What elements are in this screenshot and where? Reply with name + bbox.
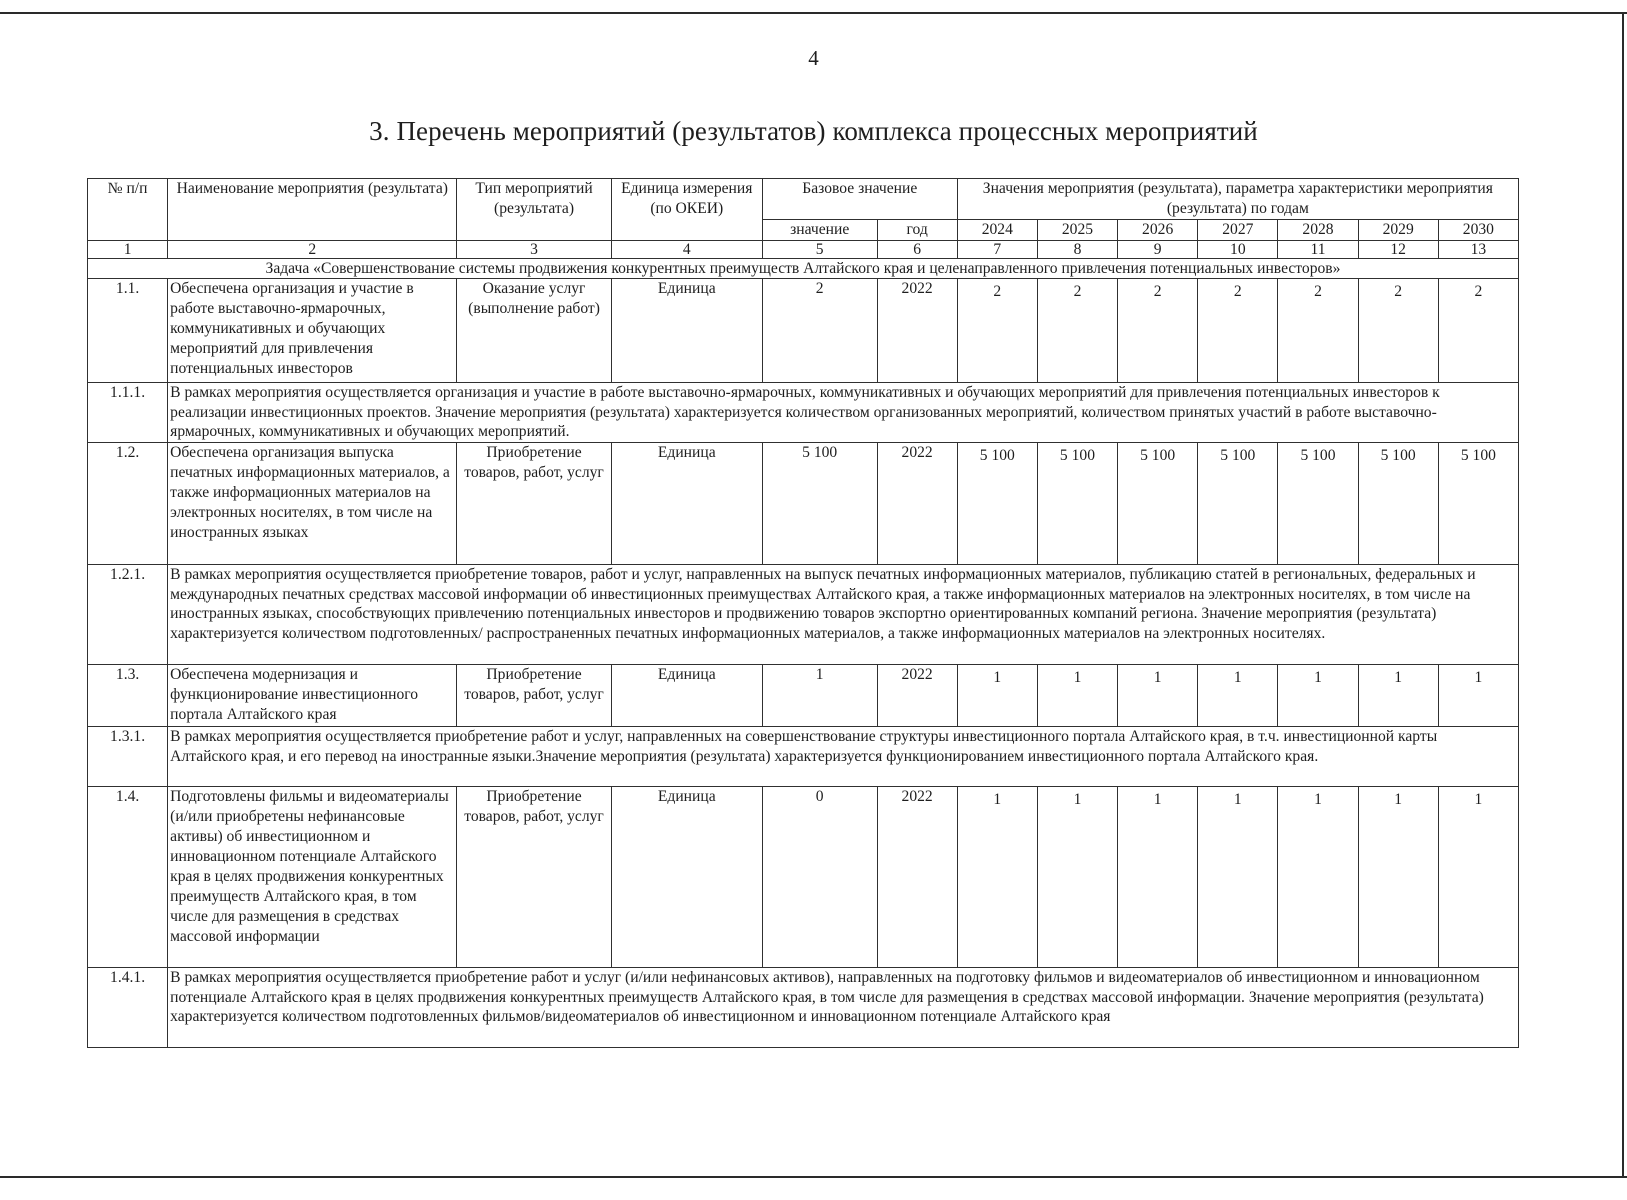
header-year: 2024 (957, 220, 1037, 241)
column-number: 10 (1198, 241, 1278, 259)
task-row (88, 259, 1519, 279)
column-number: 13 (1438, 241, 1518, 259)
header-year: 2030 (1438, 220, 1518, 241)
column-numbers-row (88, 241, 1519, 259)
header-base-value: значение (762, 220, 877, 241)
description-row (88, 383, 1519, 443)
row-value: 5 100 (1037, 443, 1117, 565)
row-base-year: 2022 (877, 665, 957, 727)
page-top-edge (0, 12, 1627, 14)
row-number: 1.1. (88, 279, 168, 383)
row-value: 2 (1198, 279, 1278, 383)
row-value: 2 (957, 279, 1037, 383)
row-unit: Единица (611, 665, 762, 727)
row-base-value: 2 (762, 279, 877, 383)
row-number: 1.3. (88, 665, 168, 727)
row-value: 5 100 (1278, 443, 1358, 565)
row-unit: Единица (611, 279, 762, 383)
row-type: Приобретение товаров, работ, услуг (457, 787, 611, 968)
row-value: 2 (1278, 279, 1358, 383)
row-unit: Единица (611, 443, 762, 565)
row-value: 1 (1198, 787, 1278, 968)
row-value: 2 (1438, 279, 1518, 383)
description-number: 1.4.1. (88, 968, 168, 1048)
row-value: 1 (1438, 665, 1518, 727)
column-number: 8 (1037, 241, 1117, 259)
section-title: 3. Перечень мероприятий (результатов) комплекса процессных мероприятий (369, 116, 1258, 146)
row-base-value: 5 100 (762, 443, 877, 565)
row-base-value: 0 (762, 787, 877, 968)
row-name: Подготовлены фильмы и видеоматериалы (и/или приобретены нефинансовые активы) об инвестиционном и инновационном потенциале Алтайского края в целях продвижения конкурентных преимуществ Алтайского края, в том числе для размещения в средствах массовой информации (168, 787, 457, 968)
header-row-1 (88, 179, 1519, 220)
row-value: 1 (1198, 665, 1278, 727)
description-row (88, 565, 1519, 665)
row-name: Обеспечена организация выпуска печатных информационных материалов, а также информационных материалов на электронных носителях, в том числе на иностранных языках (168, 443, 457, 565)
column-number: 2 (168, 241, 457, 259)
header-name: Наименование мероприятия (результата) (168, 179, 457, 241)
row-value: 1 (1438, 787, 1518, 968)
row-base-year: 2022 (877, 443, 957, 565)
column-number: 7 (957, 241, 1037, 259)
description-text: В рамках мероприятия осуществляется организация и участие в работе выставочно-ярмарочных, коммуникативных и обучающих мероприятий для привлечения потенциальных инвесторов к реализации инвестиционных проектов. Значение мероприятия (результата) характеризуется количеством организованных мероприятий, количеством принятых участий в работе выставочно-ярмарочных, коммуникативных и обучающих мероприятий. (168, 383, 1519, 443)
row-value: 1 (1118, 787, 1198, 968)
column-number: 1 (88, 241, 168, 259)
header-year: 2026 (1118, 220, 1198, 241)
row-unit: Единица (611, 787, 762, 968)
row-type: Приобретение товаров, работ, услуг (457, 665, 611, 727)
row-value: 1 (1278, 665, 1358, 727)
row-value: 5 100 (1198, 443, 1278, 565)
row-value: 2 (1358, 279, 1438, 383)
task-text: Задача «Совершенствование системы продвижения конкурентных преимуществ Алтайского края и целенаправленного привлечения потенциальных инвесторов» (88, 259, 1519, 279)
row-value: 1 (1278, 787, 1358, 968)
row-value: 1 (1037, 665, 1117, 727)
description-number: 1.2.1. (88, 565, 168, 665)
description-row (88, 968, 1519, 1048)
header-type: Тип мероприятий (результата) (457, 179, 611, 241)
row-value: 1 (957, 787, 1037, 968)
description-row (88, 727, 1519, 787)
row-name: Обеспечена модернизация и функционирование инвестиционного портала Алтайского края (168, 665, 457, 727)
header-year: 2028 (1278, 220, 1358, 241)
row-base-year: 2022 (877, 787, 957, 968)
header-unit: Единица измерения (по ОКЕИ) (611, 179, 762, 241)
row-type: Оказание услуг (выполнение работ) (457, 279, 611, 383)
row-value: 5 100 (957, 443, 1037, 565)
header-no: № п/п (88, 179, 168, 241)
row-value: 1 (1358, 787, 1438, 968)
description-number: 1.1.1. (88, 383, 168, 443)
row-value: 1 (1118, 665, 1198, 727)
page-right-edge (1622, 12, 1624, 1178)
description-text: В рамках мероприятия осуществляется приобретение работ и услуг, направленных на совершенствование структуры инвестиционного портала Алтайского края, в т.ч. инвестиционной карты Алтайского края, и его перевод на иностранные языки.Значение мероприятия (результата) характеризуется функционированием инвестиционного портала Алтайского края. (168, 727, 1519, 787)
description-text: В рамках мероприятия осуществляется приобретение товаров, работ и услуг, направленных на выпуск печатных информационных материалов, публикацию статей в региональных, федеральных и международных печатных средствах массовой информации об инвестиционных преимуществах Алтайского края, а также информационных материалов на электронных носителях, в том числе на иностранных языках, способствующих привлечению потенциальных инвесторов и продвижению товаров экспортно ориентированных компаний региона. Значение мероприятия (результата) характеризуется количеством подготовленных/ распространенных печатных информационных материалов, а также информационных материалов на электронных носителях. (168, 565, 1519, 665)
column-number: 5 (762, 241, 877, 259)
row-value: 5 100 (1118, 443, 1198, 565)
row-value: 2 (1118, 279, 1198, 383)
row-value: 5 100 (1438, 443, 1518, 565)
description-text: В рамках мероприятия осуществляется приобретение работ и услуг (и/или нефинансовых активов), направленных на подготовку фильмов и видеоматериалов об инвестиционном и инновационном потенциале Алтайского края в целях продвижения конкурентных преимуществ Алтайского края, в том числе для размещения в средствах массовой информации. Значение мероприятия (результата) характеризуется количеством подготовленных фильмов/видеоматериалов об инвестиционном и инновационном потенциале Алтайского края (168, 968, 1519, 1048)
row-name: Обеспечена организация и участие в работе выставочно-ярмарочных, коммуникативных и обучающих мероприятий для привлечения потенциальных инвесторов (168, 279, 457, 383)
column-number: 3 (457, 241, 611, 259)
row-value: 5 100 (1358, 443, 1438, 565)
activities-table (87, 178, 1519, 1048)
column-number: 11 (1278, 241, 1358, 259)
page-number: 4 (808, 46, 819, 70)
column-number: 9 (1118, 241, 1198, 259)
row-value: 1 (1358, 665, 1438, 727)
table-row (88, 787, 1519, 968)
page-bottom-edge (0, 1176, 1627, 1178)
description-number: 1.3.1. (88, 727, 168, 787)
table-row (88, 279, 1519, 383)
column-number: 4 (611, 241, 762, 259)
row-type: Приобретение товаров, работ, услуг (457, 443, 611, 565)
row-number: 1.4. (88, 787, 168, 968)
row-value: 1 (957, 665, 1037, 727)
header-year: 2027 (1198, 220, 1278, 241)
row-number: 1.2. (88, 443, 168, 565)
header-year: 2025 (1037, 220, 1117, 241)
row-value: 2 (1037, 279, 1117, 383)
header-base-year: год (877, 220, 957, 241)
header-year: 2029 (1358, 220, 1438, 241)
column-number: 6 (877, 241, 957, 259)
column-number: 12 (1358, 241, 1438, 259)
table-row (88, 665, 1519, 727)
row-base-value: 1 (762, 665, 877, 727)
header-base: Базовое значение (762, 179, 957, 220)
row-value: 1 (1037, 787, 1117, 968)
header-values: Значения мероприятия (результата), параметра характеристики мероприятия (результата) по годам (957, 179, 1518, 220)
table-row (88, 443, 1519, 565)
row-base-year: 2022 (877, 279, 957, 383)
